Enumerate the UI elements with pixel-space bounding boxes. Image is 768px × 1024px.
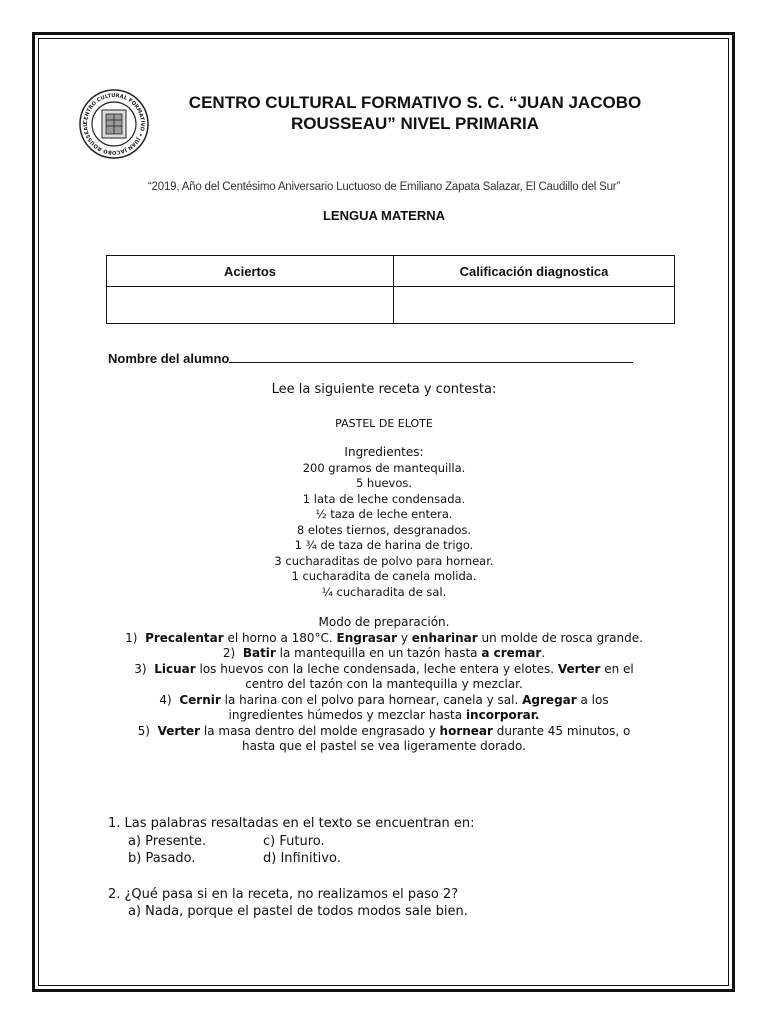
verb-cernir: Cernir — [179, 692, 221, 707]
student-name-label: Nombre del alumno — [108, 351, 230, 366]
score-header-aciertos: Aciertos — [107, 256, 394, 287]
ingredient-item: ¼ cucharadita de sal. — [321, 584, 447, 599]
ingredient-item: 3 cucharaditas de polvo para hornear. — [274, 553, 494, 568]
verb-verter-2: Verter — [157, 723, 201, 738]
option-d[interactable]: d) Infinitivo. — [263, 851, 341, 866]
subject-title: LENGUA MATERNA — [322, 208, 446, 223]
steps-heading: Modo de preparación. — [318, 615, 450, 629]
question-2-text: 2. ¿Qué pasa si en la receta, no realizamos el paso 2? — [108, 886, 459, 902]
verb-acremar: a cremar — [481, 646, 542, 660]
option-a[interactable]: a) Nada, porque el pastel de todos modos sale bien. — [128, 904, 468, 919]
verb-incorporar: incorporar. — [465, 708, 540, 722]
score-table — [106, 255, 675, 324]
verb-engrasar: Engrasar — [336, 630, 398, 645]
step-3: 3) Licuar los huevos con la leche condensada, leche entera y elotes. Verter en el centro del tazón con la mantequilla y mezclar. — [134, 661, 634, 691]
verb-verter: Verter — [557, 661, 601, 676]
question-1-options — [128, 833, 668, 868]
ingredients-heading: Ingredientes: — [344, 445, 424, 459]
ingredient-item: 8 elotes tiernos, desgranados. — [296, 522, 472, 537]
score-cell-aciertos[interactable] — [107, 287, 394, 324]
verb-agregar: Agregar — [522, 692, 577, 707]
recipe-title: PASTEL DE ELOTE — [335, 416, 433, 430]
student-name-blank[interactable] — [229, 352, 633, 363]
ingredient-item: 1 cucharadita de canela molida. — [291, 569, 477, 583]
score-cell-calificacion[interactable] — [394, 287, 675, 324]
seal-ring-text: CENTRO CULTURAL FORMATIVO • JUAN JACOBO ROUSSEAU — [82, 92, 146, 156]
option-b[interactable]: b) Pasado. — [128, 851, 196, 866]
school-title — [155, 92, 675, 134]
step-2: 2) Batir la mantequilla en un tazón hasta a cremar. — [222, 646, 546, 660]
ingredient-item: ½ taza de leche entera. — [315, 507, 453, 521]
ingredient-item: 200 gramos de mantequilla. — [302, 460, 466, 475]
verb-licuar: Licuar — [154, 661, 196, 676]
ingredient-item: 1 lata de leche condensada. — [302, 491, 466, 506]
ingredient-item: 5 huevos. — [355, 476, 413, 490]
verb-precalentar: Precalentar — [145, 630, 224, 645]
verb-enharinar: enharinar — [411, 630, 478, 645]
school-seal-icon — [78, 88, 150, 160]
option-a[interactable]: a) Presente. — [128, 833, 207, 849]
verb-batir: Batir — [242, 646, 276, 660]
question-1-text: 1. Las palabras resaltadas en el texto se encuentran en: — [108, 816, 475, 831]
school-title-line-1: CENTRO CULTURAL FORMATIVO S. C. “JUAN JACOBO — [188, 93, 642, 112]
verb-hornear: hornear — [439, 723, 493, 738]
step-5: 5) Verter la masa dentro del molde engrasado y hornear durante 45 minutos, o hasta que el pastel se vea ligeramente dorado. — [137, 723, 631, 753]
student-name-line — [108, 351, 633, 366]
recipe-section — [100, 380, 668, 755]
step-1: 1) Precalentar el horno a 180°C. Engrasar y enharinar un molde de rosca grande. — [125, 630, 643, 645]
year-motto: “2019, Año del Centésimo Aniversario Luctuoso de Emiliano Zapata Salazar, El Caudillo del Sur” — [147, 181, 621, 193]
ingredient-item: 1 ¾ de taza de harina de trigo. — [294, 538, 474, 552]
option-c[interactable]: c) Futuro. — [263, 833, 325, 849]
score-header-calificacion: Calificación diagnostica — [394, 256, 675, 287]
questions-section — [108, 815, 668, 921]
school-title-line-2: ROUSSEAU” NIVEL PRIMARIA — [290, 114, 540, 133]
step-4: 4) Cernir la harina con el polvo para hornear, canela y sal. Agregar a los ingredientes húmedos y mezclar hasta incorporar. — [159, 692, 609, 722]
recipe-instruction: Lee la siguiente receta y contesta: — [271, 382, 497, 397]
